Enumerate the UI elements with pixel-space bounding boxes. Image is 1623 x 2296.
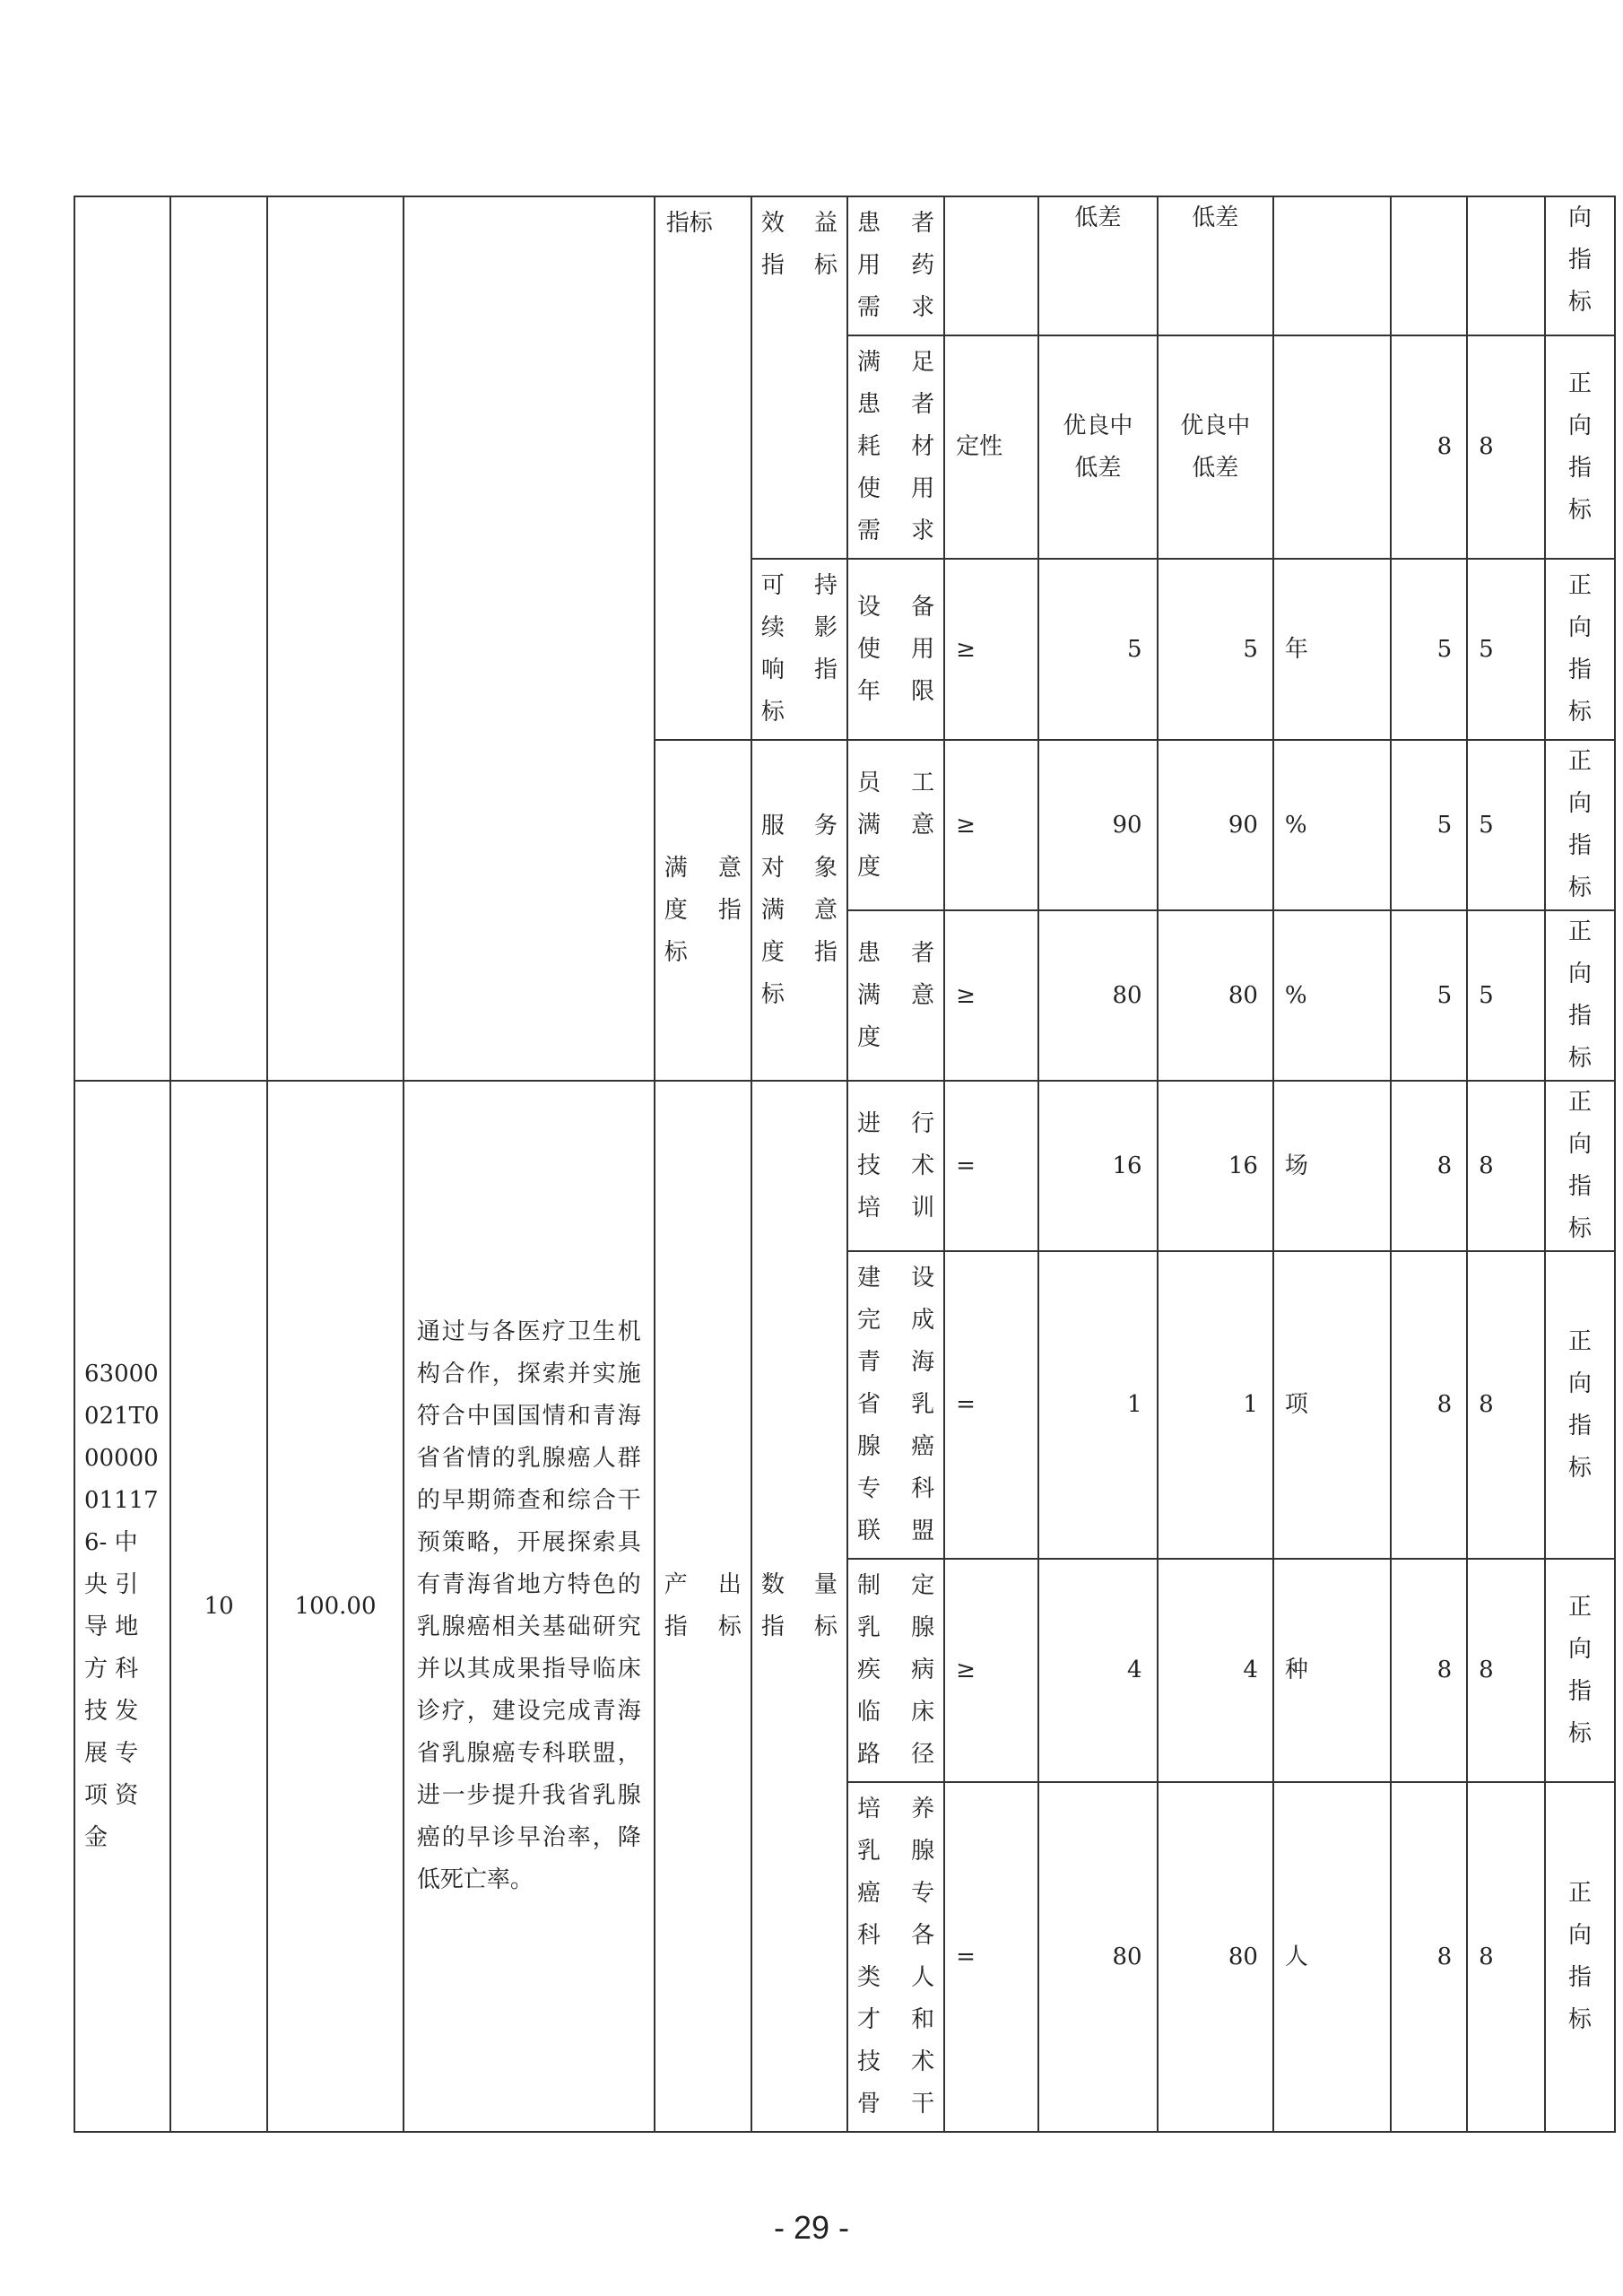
project-goal: 通过与各医疗卫生机构合作，探索并实施符合中国国情和青海省省情的乳腺癌人群的早期筛查和综合干预策略，开展探索具有青海省地方特色的乳腺癌相关基础研究并以其成果指导临床诊疗，建设完成青海省乳腺癌专科联盟，进一步提升我省乳腺癌的早诊早治率，降低死亡率。 xyxy=(404,1081,655,2132)
level2-indicator: 可持 续影 响指 标 xyxy=(751,559,847,740)
actual-value: 5 xyxy=(1158,559,1273,740)
weight xyxy=(1391,196,1467,335)
unit: % xyxy=(1273,740,1391,910)
score: 5 xyxy=(1467,740,1545,910)
target-value: 16 xyxy=(1038,1081,1157,1251)
target-value: 4 xyxy=(1038,1559,1157,1782)
weight: 8 xyxy=(1391,1559,1467,1782)
indicator-direction: 正 向 指 标 xyxy=(1545,559,1615,740)
table-row xyxy=(74,196,1615,335)
score: 5 xyxy=(1467,910,1545,1081)
goal-cell-blank xyxy=(404,196,655,1081)
level3-indicator: 进行 技术 培训 xyxy=(847,1081,944,1251)
weight: 5 xyxy=(1391,910,1467,1081)
level3-indicator: 患者 满意 度 xyxy=(847,910,944,1081)
score xyxy=(1467,196,1545,335)
table-row xyxy=(74,1081,1615,1251)
actual-value: 16 xyxy=(1158,1081,1273,1251)
weight: 5 xyxy=(1391,559,1467,740)
project-amount: 100.00 xyxy=(267,1081,404,2132)
unit xyxy=(1273,335,1391,559)
level2-indicator: 数量 指标 xyxy=(751,1081,847,2132)
weight: 8 xyxy=(1391,335,1467,559)
indicator-type: = xyxy=(944,1081,1038,1251)
project-score: 10 xyxy=(170,1081,267,2132)
actual-value: 80 xyxy=(1158,1782,1273,2132)
level2-indicator: 服务 对象 满意 度指 标 xyxy=(751,740,847,1081)
level3-indicator: 设备 使用 年限 xyxy=(847,559,944,740)
score: 5 xyxy=(1467,559,1545,740)
target-value: 80 xyxy=(1038,1782,1157,2132)
score: 8 xyxy=(1467,1782,1545,2132)
unit: 年 xyxy=(1273,559,1391,740)
level1-indicator: 产出 指标 xyxy=(655,1081,751,2132)
performance-indicator-table xyxy=(74,196,1616,2133)
indicator-type: ≥ xyxy=(944,910,1038,1081)
level3-indicator: 满足 患者 耗材 使用 需求 xyxy=(847,335,944,559)
target-value: 90 xyxy=(1038,740,1157,910)
weight: 8 xyxy=(1391,1782,1467,2132)
indicator-direction: 正 向 指 标 xyxy=(1545,335,1615,559)
level3-indicator: 建设 完成 青海 省乳 腺癌 专科 联盟 xyxy=(847,1251,944,1559)
amount-cell-blank xyxy=(267,196,404,1081)
indicator-type: ≥ xyxy=(944,559,1038,740)
indicator-direction: 正 向 指 标 xyxy=(1545,1081,1615,1251)
target-value: 80 xyxy=(1038,910,1157,1081)
score: 8 xyxy=(1467,1559,1545,1782)
level3-indicator: 制定 乳腺 疾病 临床 路径 xyxy=(847,1559,944,1782)
unit xyxy=(1273,196,1391,335)
indicator-type: 定性 xyxy=(944,335,1038,559)
score-cell-blank xyxy=(170,196,267,1081)
indicator-direction: 正 向 指 标 xyxy=(1545,1782,1615,2132)
indicator-direction: 向 指 标 xyxy=(1545,196,1615,335)
weight: 8 xyxy=(1391,1251,1467,1559)
level1-indicator: 指标 xyxy=(655,196,751,740)
indicator-direction: 正 向 指 标 xyxy=(1545,740,1615,910)
score: 8 xyxy=(1467,1081,1545,1251)
level3-indicator: 患者 用药 需求 xyxy=(847,196,944,335)
project-code-cell-blank xyxy=(74,196,170,1081)
indicator-direction: 正 向 指 标 xyxy=(1545,910,1615,1081)
page-number: - 29 - xyxy=(773,2209,850,2246)
unit: 场 xyxy=(1273,1081,1391,1251)
indicator-type xyxy=(944,196,1038,335)
unit: 人 xyxy=(1273,1782,1391,2132)
unit: % xyxy=(1273,910,1391,1081)
target-value: 5 xyxy=(1038,559,1157,740)
unit: 项 xyxy=(1273,1251,1391,1559)
unit: 种 xyxy=(1273,1559,1391,1782)
level1-indicator: 满意 度指 标 xyxy=(655,740,751,1081)
actual-value: 90 xyxy=(1158,740,1273,910)
actual-value: 80 xyxy=(1158,910,1273,1081)
actual-value: 优良中 低差 xyxy=(1158,335,1273,559)
target-value: 1 xyxy=(1038,1251,1157,1559)
weight: 8 xyxy=(1391,1081,1467,1251)
actual-value: 1 xyxy=(1158,1251,1273,1559)
indicator-type: ≥ xyxy=(944,740,1038,910)
score: 8 xyxy=(1467,1251,1545,1559)
actual-value: 4 xyxy=(1158,1559,1273,1782)
indicator-direction: 正 向 指 标 xyxy=(1545,1559,1615,1782)
indicator-type: = xyxy=(944,1782,1038,2132)
actual-value: 低差 xyxy=(1158,196,1273,335)
indicator-type: ≥ xyxy=(944,1559,1038,1782)
level2-indicator: 效益 指标 xyxy=(751,196,847,559)
weight: 5 xyxy=(1391,740,1467,910)
score: 8 xyxy=(1467,335,1545,559)
indicator-type: = xyxy=(944,1251,1038,1559)
indicator-direction: 正 向 指 标 xyxy=(1545,1251,1615,1559)
project-code: 63000 021T0 00000 01117 6- 中 央 引 导 地 方 科 技 发 展 专 项 资 金 xyxy=(74,1081,170,2132)
level3-indicator: 员工 满意 度 xyxy=(847,740,944,910)
target-value: 优良中 低差 xyxy=(1038,335,1157,559)
target-value: 低差 xyxy=(1038,196,1157,335)
level3-indicator: 培养 乳腺 癌专 科各 类人 才和 技术 骨干 xyxy=(847,1782,944,2132)
